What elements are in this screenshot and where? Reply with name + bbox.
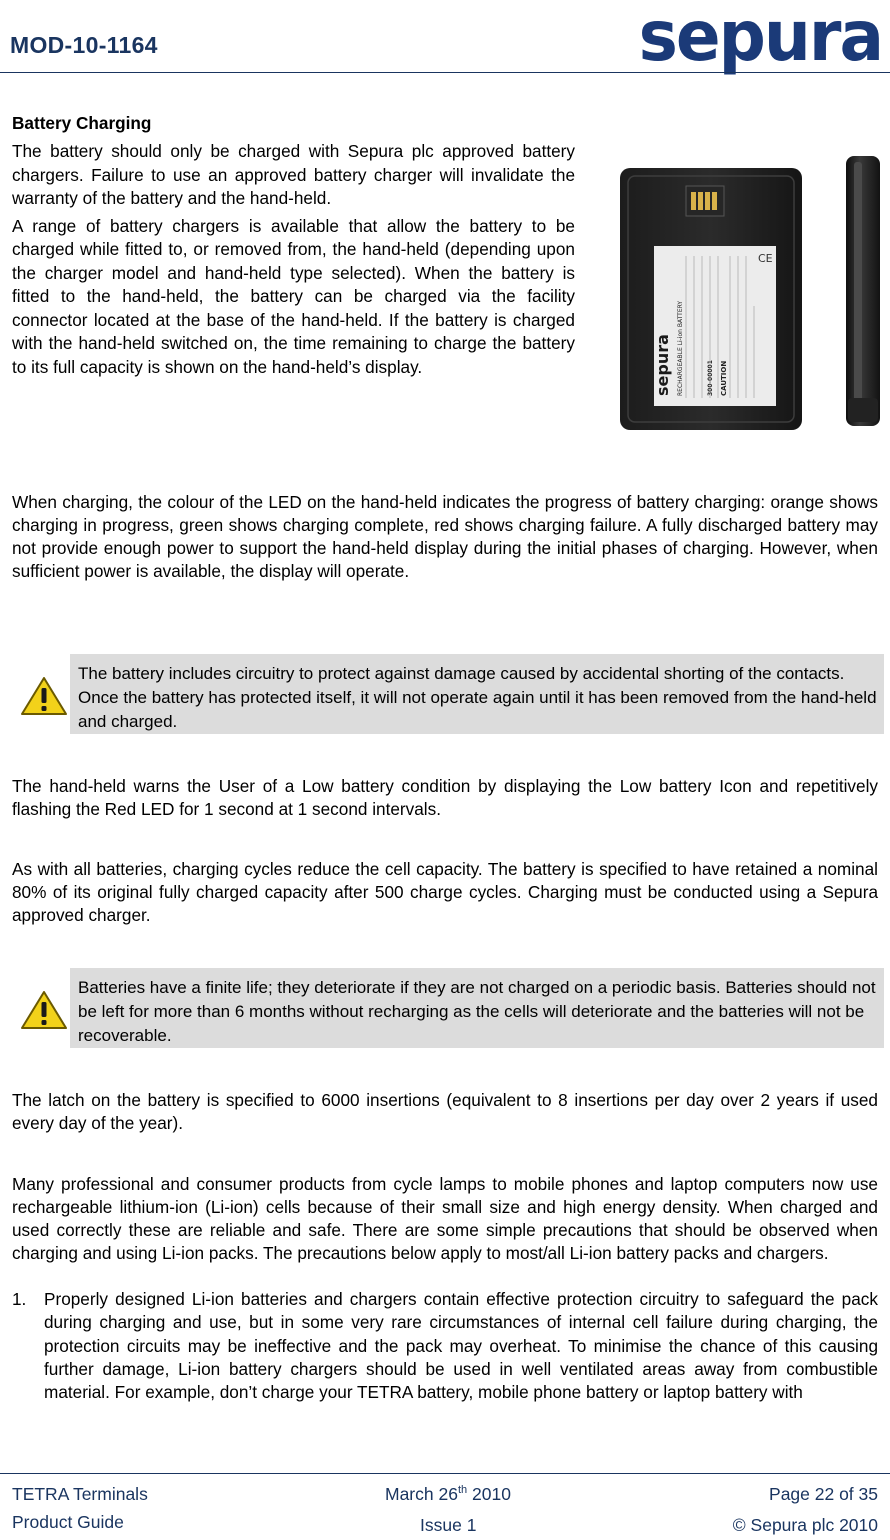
battery-label-line1: RECHARGEABLE Li-ion BATTERY bbox=[677, 300, 684, 396]
precautions-list bbox=[12, 1288, 878, 1404]
intro-paragraph-1: The battery should only be charged with Sepura plc approved battery chargers. Failure to use an approved battery charger will invalidate the warranty of the battery and the hand-held. bbox=[12, 141, 575, 208]
document-id: MOD-10-1164 bbox=[10, 32, 158, 58]
footer-product: TETRA Terminals bbox=[12, 1484, 148, 1504]
low-battery-block bbox=[12, 775, 878, 821]
svg-text:CE: CE bbox=[758, 252, 773, 265]
liion-paragraph: Many professional and consumer products from cycle lamps to mobile phones and laptop computers now use rechargeable lithium-ion (Li-ion) cells because of their small size and high energy density. When charged and used correctly these are reliable and safe. There are some simple precautions that should be observed when charging and using Li-ion packs. The precautions below apply to most/all Li-ion battery packs and chargers. bbox=[12, 1174, 878, 1263]
footer-copyright: © Sepura plc 2010 bbox=[732, 1515, 878, 1535]
section-heading: Battery Charging bbox=[12, 113, 152, 133]
capacity-block bbox=[12, 858, 878, 927]
led-paragraph: When charging, the colour of the LED on the hand-held indicates the progress of battery charging: orange shows charging in progress, green shows charging complete, red shows charging failure. A fully discharged battery may not provide enough power to support the hand-held display during the initial phases of charging. However, when sufficient power is available, the display will operate. bbox=[12, 492, 878, 581]
footer-issue: Issue 1 bbox=[420, 1515, 477, 1535]
battery-label-brand: sepura bbox=[653, 334, 672, 396]
latch-block bbox=[12, 1089, 878, 1135]
finite-life-note bbox=[12, 968, 884, 1048]
latch-paragraph: The latch on the battery is specified to 6000 insertions (equivalent to 8 insertions per day over 2 years if used every day of the year). bbox=[12, 1090, 878, 1133]
intro-text bbox=[12, 140, 575, 383]
footer-date bbox=[385, 1484, 511, 1505]
liion-block bbox=[12, 1173, 878, 1265]
footer-guide: Product Guide bbox=[12, 1512, 124, 1532]
footer-date-post: 2010 bbox=[467, 1484, 511, 1504]
finite-life-note-text: Batteries have a finite life; they deteriorate if they are not charged on a periodic basis. Batteries should not be left for more than 6 months without recharging as the cells will deteriorate and the batteries will not be recoverable. bbox=[70, 968, 884, 1048]
warning-icon bbox=[20, 990, 68, 1030]
battery-label-caution: CAUTION bbox=[720, 360, 728, 396]
footer-page: Page 22 of 35 bbox=[769, 1484, 878, 1504]
header-rule bbox=[0, 72, 890, 73]
intro-paragraph-2: A range of battery chargers is available that allow the battery to be charged while fitted to, or removed from, the hand-held (depending upon the charger model and hand-held type selected). When the battery is fitted to the hand-held, the battery can be charged via the facility connector located at the base of the hand-held. If the battery is charged with the hand-held switched on, the time remaining to charge the battery to its full capacity is shown on the hand-held’s display. bbox=[12, 215, 575, 377]
footer-date-pre: March 26 bbox=[385, 1484, 458, 1504]
list-item bbox=[12, 1288, 878, 1404]
shorting-note-text: The battery includes circuitry to protect against damage caused by accidental shorting of the contacts. Once the battery has protected itself, it will not operate again until it has been removed from the hand-held and charged. bbox=[70, 654, 884, 734]
list-item-number: 1. bbox=[12, 1289, 27, 1309]
battery-label-part: 300-00001 bbox=[707, 360, 714, 396]
led-paragraph-block bbox=[12, 491, 878, 583]
footer-rule bbox=[0, 1473, 890, 1474]
shorting-note bbox=[12, 654, 884, 734]
warning-icon bbox=[20, 676, 68, 716]
battery-photo bbox=[598, 126, 886, 441]
footer-date-sup: th bbox=[457, 1484, 468, 1497]
capacity-paragraph: As with all batteries, charging cycles reduce the cell capacity. The battery is specified to have retained a nominal 80% of its original fully charged capacity after 500 charge cycles. Charging must be conducted using a Sepura approved charger. bbox=[12, 859, 878, 925]
sepura-logo: sepura bbox=[638, 0, 882, 77]
low-battery-paragraph: The hand-held warns the User of a Low battery condition by displaying the Low battery Icon and repetitively flashing the Red LED for 1 second at 1 second intervals. bbox=[12, 776, 878, 819]
list-item-text: Properly designed Li-ion batteries and chargers contain effective protection circuitry to safeguard the pack during charging and use, but in some very rare circumstances of internal cell failure during charging, the protection circuits may be ineffective and the pack may overheat. To minimise the chance of this causing further damage, Li-ion battery chargers should be used in well ventilated areas away from combustible material. For example, don’t charge your TETRA battery, mobile phone battery or laptop battery with bbox=[44, 1289, 878, 1403]
